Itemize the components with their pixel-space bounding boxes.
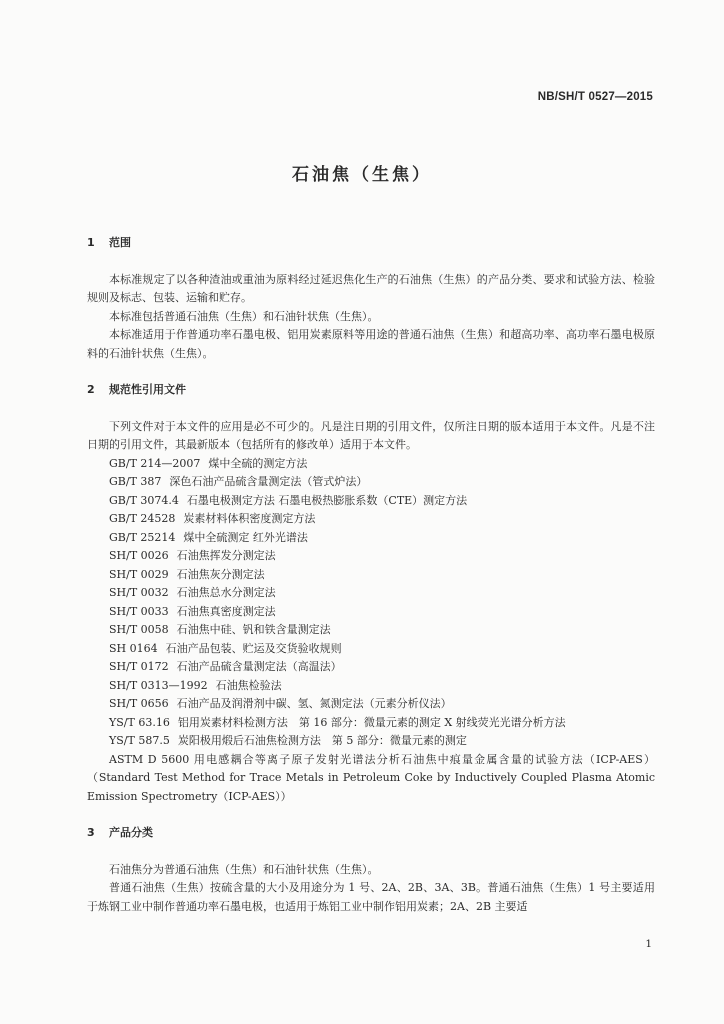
reference-item: SH/T 0032 石油焦总水分测定法 — [109, 586, 276, 599]
paragraph: 石油焦分为普通石油焦（生焦）和石油针状焦（生焦）。 — [109, 862, 379, 876]
standard-code: NB/SH/T 0527—2015 — [537, 91, 653, 103]
section-heading: 2 规范性引用文件 — [87, 383, 186, 396]
section-product-classification — [87, 824, 655, 916]
section-scope — [87, 234, 655, 363]
reference-item: GB/T 214—2007 煤中全硫的测定方法 — [109, 456, 308, 470]
reference-item: SH/T 0172 石油产品硫含量测定法（高温法） — [109, 660, 342, 673]
reference-item: SH/T 0026 石油焦挥发分测定法 — [109, 549, 276, 562]
reference-item: SH/T 0656 石油产品及润滑剂中碳、氢、氮测定法（元素分析仪法） — [109, 697, 452, 710]
reference-item: YS/T 587.5 炭阳极用煅后石油焦检测方法 第 5 部分：微量元素的测定 — [109, 734, 467, 747]
section-heading: 1 范围 — [87, 236, 131, 249]
reference-item: SH/T 0313—1992 石油焦检验法 — [109, 678, 282, 692]
reference-item: SH 0164 石油产品包装、贮运及交货验收规则 — [109, 641, 342, 655]
paragraph: 本标准规定了以各种渣油或重油为原料经过延迟焦化生产的石油焦（生焦）的产品分类、要求和试验方法、检验规则及标志、包装、运输和贮存。 — [87, 272, 655, 304]
reference-item: SH/T 0033 石油焦真密度测定法 — [109, 604, 276, 618]
reference-item: SH/T 0029 石油焦灰分测定法 — [109, 567, 265, 581]
reference-item: GB/T 24528 炭素材料体积密度测定方法 — [109, 512, 316, 525]
document-title: 石油焦（生焦） — [292, 165, 432, 185]
paragraph: 本标准适用于作普通功率石墨电极、铝用炭素原料等用途的普通石油焦（生焦）和超高功率、高功率石墨电极原料的石油针状焦（生焦）。 — [87, 328, 655, 360]
page-number: 1 — [645, 938, 652, 950]
reference-item-astm: ASTM D 5600 用电感耦合等离子原子发射光谱法分析石油焦中痕量金属含量的试验方法（ICP-AES）（Standard Test Method for Trace Metals in Petroleum Coke by Inductively Coupled Plasma Atomic Emission Spectrometry（ICP-AES）） — [87, 752, 655, 803]
section-normative-references — [87, 381, 655, 806]
reference-item: GB/T 387 深色石油产品硫含量测定法（管式炉法） — [109, 475, 368, 488]
reference-list — [87, 455, 655, 751]
document-body — [87, 234, 655, 916]
paragraph: 本标准包括普通石油焦（生焦）和石油针状焦（生焦）。 — [109, 309, 379, 323]
section-heading: 3 产品分类 — [87, 826, 153, 839]
paragraph: 普通石油焦（生焦）按硫含量的大小及用途分为 1 号、2A、2B、3A、3B。普通石油焦（生焦）1 号主要适用于炼钢工业中制作普通功率石墨电极，也适用于炼铝工业中制作铝用炭素；2A、2B 主要适 — [87, 881, 655, 913]
reference-item: YS/T 63.16 铝用炭素材料检测方法 第 16 部分：微量元素的测定 X 射线荧光光谱分析方法 — [109, 715, 566, 729]
reference-item: SH/T 0058 石油焦中硅、钒和铁含量测定法 — [109, 623, 331, 636]
paragraph: 下列文件对于本文件的应用是必不可少的。凡是注日期的引用文件，仅所注日期的版本适用于本文件。凡是不注日期的引用文件，其最新版本（包括所有的修改单）适用于本文件。 — [87, 419, 655, 451]
reference-item: GB/T 25214 煤中全硫测定 红外光谱法 — [109, 530, 308, 544]
reference-item: GB/T 3074.4 石墨电极测定方法 石墨电极热膨胀系数（CTE）测定方法 — [109, 493, 468, 507]
